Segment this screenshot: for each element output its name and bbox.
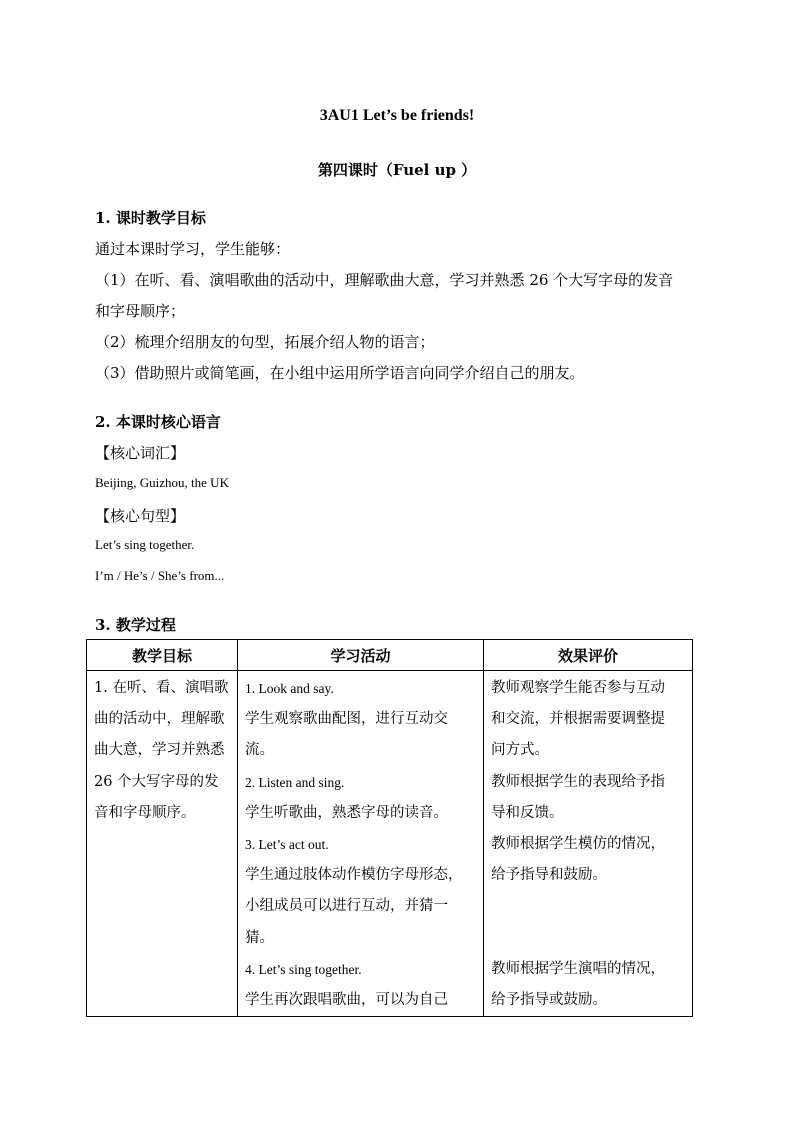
evaluation-line: 给予指导和鼓励。 xyxy=(491,867,607,884)
column-header-goal: 教学目标 xyxy=(87,640,238,671)
evaluation-spacer xyxy=(491,891,686,922)
evaluation-line: 给予指导或鼓励。 xyxy=(491,992,607,1008)
activity-step-title: 1. Look and say. xyxy=(245,681,334,696)
column-header-activity: 学习活动 xyxy=(238,640,484,671)
evaluation-line: 问方式。 xyxy=(491,742,549,759)
activity-line: 学生再次跟唱歌曲，可以为自己 xyxy=(245,992,448,1009)
lesson-subtitle: 第四课时（Fuel up ） xyxy=(317,161,477,179)
teaching-process-table xyxy=(86,639,693,1017)
objective-line-3: （2）梳理介绍朋友的句型，拓展介绍人物的语言； xyxy=(95,333,435,351)
goal-line: 曲的活动中，理解歌 xyxy=(94,711,225,728)
goal-line: 26 个大写字母的发 xyxy=(94,773,219,790)
evaluation-line: 和交流，并根据需要调整提 xyxy=(491,711,665,728)
sentence-1: Let’s sing together. xyxy=(95,537,195,552)
activity-line: 猜。 xyxy=(245,929,274,946)
section1-heading: 1. 课时教学目标 xyxy=(95,209,206,227)
evaluation-line: 教师观察学生能否参与互动 xyxy=(491,680,665,696)
activity-line: 学生听歌曲，熟悉字母的读音。 xyxy=(245,804,448,821)
activity-line: 小组成员可以进行互动，并猜一 xyxy=(245,898,448,915)
goal-cell xyxy=(87,671,238,1017)
vocab-list: Beijing, Guizhou, the UK xyxy=(95,475,229,490)
vocab-label: 【核心词汇】 xyxy=(95,444,186,462)
section1-intro: 通过本课时学习，学生能够： xyxy=(95,240,291,258)
activity-line: 流。 xyxy=(245,742,274,759)
column-header-evaluation: 效果评价 xyxy=(484,640,693,671)
objective-line-4: （3）借助照片或简笔画，在小组中运用所学语言向同学介绍自己的朋友。 xyxy=(95,364,585,382)
section2-heading: 2. 本课时核心语言 xyxy=(95,413,221,431)
goal-line: 1. 在听、看、演唱歌 xyxy=(94,680,229,696)
activity-step-title: 4. Let’s sing together. xyxy=(245,961,362,977)
activity-line: 学生通过肢体动作模仿字母形态， xyxy=(245,867,463,884)
evaluation-cell xyxy=(484,671,693,1017)
section3-heading: 3. 教学过程 xyxy=(95,616,176,634)
activity-step-title: 2. Listen and sing. xyxy=(245,774,345,790)
sentence-2: I’m / He’s / She’s from... xyxy=(95,568,225,583)
evaluation-line: 教师根据学生模仿的情况， xyxy=(491,836,665,853)
evaluation-line: 导和反馈。 xyxy=(491,804,564,821)
goal-line: 音和字母顺序。 xyxy=(94,804,196,821)
activity-cell xyxy=(238,671,484,1017)
evaluation-line: 教师根据学生的表现给予指 xyxy=(491,773,665,790)
objective-line-2: 和字母顺序； xyxy=(95,302,186,320)
table-row xyxy=(87,671,693,1017)
goal-line: 曲大意，学习并熟悉 xyxy=(94,742,225,759)
activity-line: 学生观察歌曲配图，进行互动交 xyxy=(245,711,448,728)
evaluation-line: 教师根据学生演唱的情况， xyxy=(491,960,665,977)
page-title: 3AU1 Let’s be friends! xyxy=(319,107,475,124)
table-header-row xyxy=(87,640,693,671)
sentence-label: 【核心句型】 xyxy=(95,507,186,525)
evaluation-spacer xyxy=(491,923,686,954)
activity-step-title: 3. Let’s act out. xyxy=(245,837,329,853)
objective-line-1: （1）在听、看、演唱歌曲的活动中，理解歌曲大意，学习并熟悉 26 个大写字母的发音 xyxy=(95,271,674,289)
